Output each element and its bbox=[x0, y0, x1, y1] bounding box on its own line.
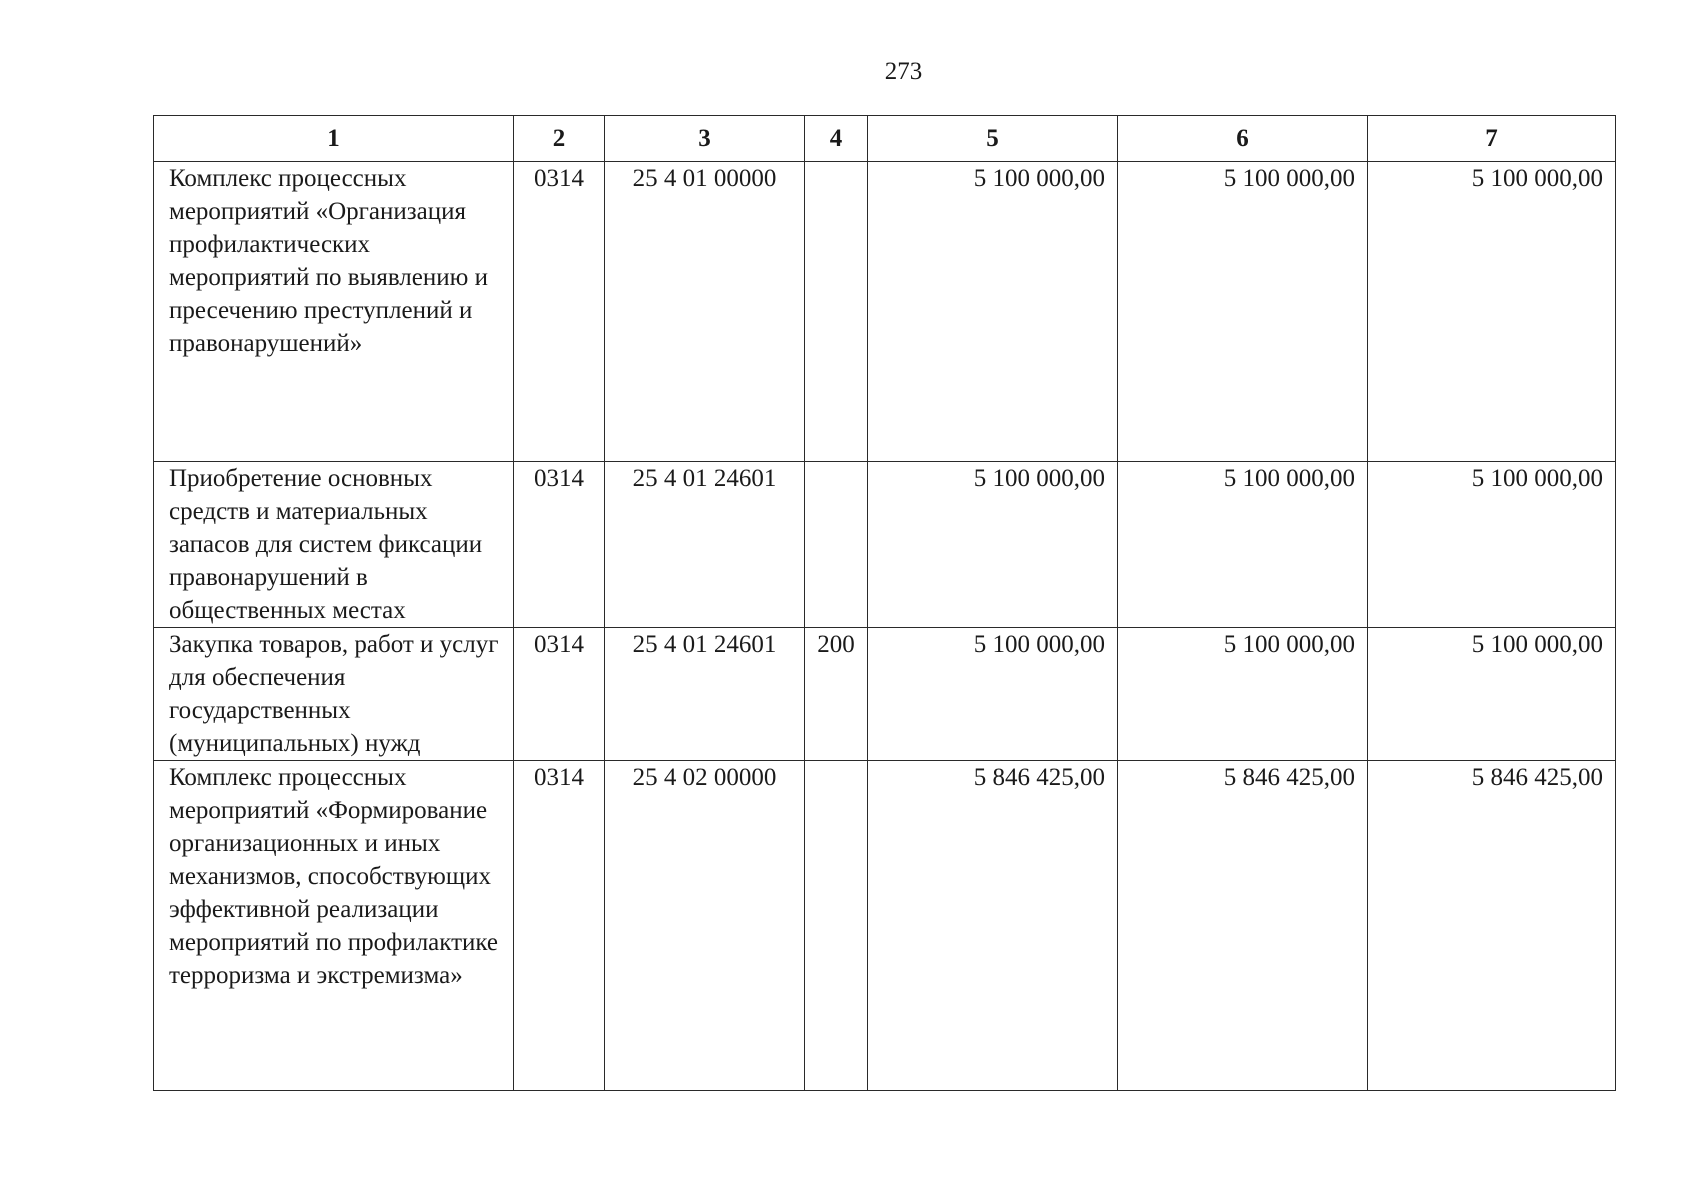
row-amount-6: 5 100 000,00 bbox=[1118, 628, 1368, 761]
header-col-2: 2 bbox=[514, 116, 605, 162]
row-amount-5: 5 100 000,00 bbox=[868, 628, 1118, 761]
row-expense-type bbox=[805, 761, 868, 1091]
row-amount-5: 5 846 425,00 bbox=[868, 761, 1118, 1091]
row-section-code: 0314 bbox=[514, 761, 605, 1091]
header-col-3: 3 bbox=[605, 116, 805, 162]
row-name: Комплекс процессных мероприятий «Организация профилактических мероприятий по выявлению и пресечению преступлений и правонарушений» bbox=[154, 162, 514, 462]
row-target-code: 25 4 01 00000 bbox=[605, 162, 805, 462]
row-expense-type bbox=[805, 162, 868, 462]
row-amount-6: 5 100 000,00 bbox=[1118, 162, 1368, 462]
budget-table bbox=[153, 115, 1616, 1091]
row-amount-7: 5 100 000,00 bbox=[1368, 462, 1616, 628]
row-section-code: 0314 bbox=[514, 462, 605, 628]
header-col-4: 4 bbox=[805, 116, 868, 162]
row-name: Комплекс процессных мероприятий «Формирование организационных и иных механизмов, способствующих эффективной реализации мероприятий по профилактике терроризма и экстремизма» bbox=[154, 761, 514, 1091]
row-amount-6: 5 846 425,00 bbox=[1118, 761, 1368, 1091]
row-section-code: 0314 bbox=[514, 162, 605, 462]
table-row bbox=[154, 162, 1616, 462]
row-amount-6: 5 100 000,00 bbox=[1118, 462, 1368, 628]
row-amount-5: 5 100 000,00 bbox=[868, 462, 1118, 628]
row-name: Приобретение основных средств и материальных запасов для систем фиксации правонарушений в общественных местах bbox=[154, 462, 514, 628]
header-col-7: 7 bbox=[1368, 116, 1616, 162]
row-expense-type bbox=[805, 462, 868, 628]
row-section-code: 0314 bbox=[514, 628, 605, 761]
table-row bbox=[154, 628, 1616, 761]
header-row bbox=[154, 116, 1616, 162]
row-amount-5: 5 100 000,00 bbox=[868, 162, 1118, 462]
row-amount-7: 5 100 000,00 bbox=[1368, 628, 1616, 761]
row-target-code: 25 4 01 24601 bbox=[605, 462, 805, 628]
table-row bbox=[154, 761, 1616, 1091]
header-col-5: 5 bbox=[868, 116, 1118, 162]
page-number: 273 bbox=[884, 58, 923, 85]
header-col-6: 6 bbox=[1118, 116, 1368, 162]
header-col-1: 1 bbox=[154, 116, 514, 162]
row-amount-7: 5 100 000,00 bbox=[1368, 162, 1616, 462]
table-row bbox=[154, 462, 1616, 628]
row-target-code: 25 4 02 00000 bbox=[605, 761, 805, 1091]
row-name: Закупка товаров, работ и услуг для обеспечения государственных (муниципальных) нужд bbox=[154, 628, 514, 761]
row-target-code: 25 4 01 24601 bbox=[605, 628, 805, 761]
row-amount-7: 5 846 425,00 bbox=[1368, 761, 1616, 1091]
row-expense-type: 200 bbox=[805, 628, 868, 761]
